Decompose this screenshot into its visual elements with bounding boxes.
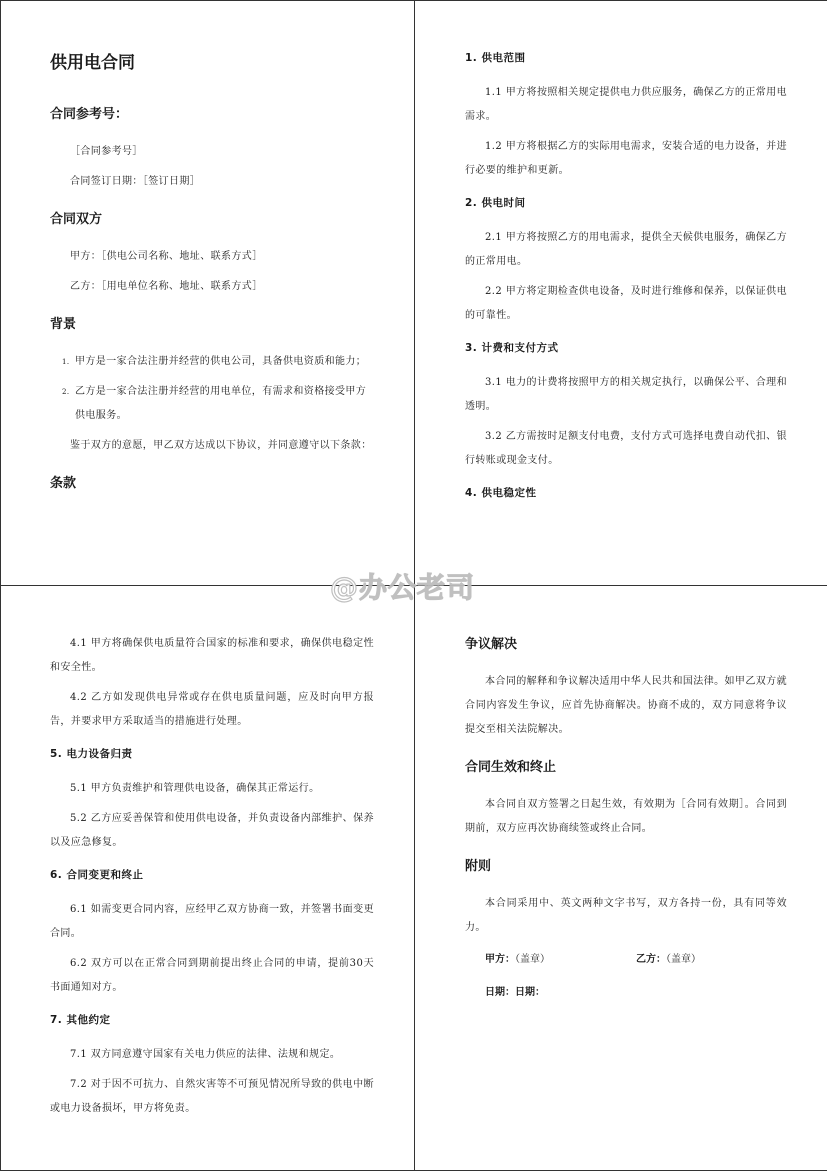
- clause-6-1: 6.1 如需变更合同内容，应经甲乙双方协商一致，并签署书面变更合同。: [50, 904, 374, 939]
- section-6-heading: 6. 合同变更和终止: [50, 869, 144, 881]
- dispute-heading: 争议解决: [465, 637, 518, 652]
- signature-b-label: 乙方：: [636, 954, 666, 965]
- document-title: 供用电合同: [50, 53, 135, 73]
- list-number: 2.: [62, 388, 70, 396]
- signature-party-a: [485, 950, 636, 965]
- date-line: [485, 983, 787, 998]
- signature-row: [485, 950, 787, 965]
- party-b: 乙方：［用电单位名称、地址、联系方式］: [70, 281, 263, 292]
- clause-4-1: 4.1 甲方将确保供电质量符合国家的标准和要求，确保供电稳定性和安全性。: [50, 638, 374, 673]
- clause-3-2: 3.2 乙方需按时足额支付电费，支付方式可选择电费自动代扣、银行转账或现金支付。: [465, 431, 787, 466]
- list-number: 1.: [62, 358, 70, 366]
- effect-text: 本合同自双方签署之日起生效，有效期为［合同有效期］。合同到期前，双方应再次协商续签或终止合同。: [465, 799, 787, 834]
- clause-1-1: 1.1 甲方将按照相关规定提供电力供应服务，确保乙方的正常用电需求。: [465, 87, 787, 122]
- background-heading: 背景: [50, 317, 77, 332]
- section-7-heading: 7. 其他约定: [50, 1014, 111, 1026]
- clause-2-2: 2.2 甲方将定期检查供电设备，及时进行维修和保养，以保证供电的可靠性。: [465, 286, 787, 321]
- section-2-heading: 2. 供电时间: [465, 197, 526, 209]
- clause-5-1: 5.1 甲方负责维护和管理供电设备，确保其正常运行。: [70, 783, 320, 794]
- background-item: [62, 350, 374, 374]
- terms-heading: 条款: [50, 476, 77, 491]
- signature-a-label: 甲方：: [485, 954, 515, 965]
- clause-7-2: 7.2 对于因不可抗力、自然灾害等不可预见情况所导致的供电中断或电力设备损坏，甲方将免责。: [50, 1079, 374, 1114]
- signature-b-value: （盖章）: [666, 954, 701, 965]
- page-3: [0, 586, 414, 1170]
- appendix-heading: 附则: [465, 859, 492, 874]
- clause-2-1: 2.1 甲方将按照乙方的用电需求，提供全天候供电服务，确保乙方的正常用电。: [465, 232, 787, 267]
- agreement-text: 鉴于双方的意愿，甲乙双方达成以下协议，并同意遵守以下条款：: [70, 440, 372, 451]
- signature-party-b: [636, 950, 787, 965]
- clause-7-1: 7.1 双方同意遵守国家有关电力供应的法律、法规和规定。: [70, 1049, 341, 1060]
- sign-date: 合同签订日期：［签订日期］: [70, 176, 201, 187]
- watermark-logo: @办公老司: [330, 571, 476, 604]
- appendix-text: 本合同采用中、英文两种文字书写，双方各持一份，具有同等效力。: [465, 898, 787, 933]
- background-item: [62, 380, 374, 428]
- signature-a-value: （盖章）: [515, 954, 550, 965]
- clause-6-2: 6.2 双方可以在正常合同到期前提出终止合同的申请，提前30天书面通知对方。: [50, 958, 374, 993]
- section-4-heading: 4. 供电稳定性: [465, 487, 537, 499]
- section-1-heading: 1. 供电范围: [465, 52, 526, 64]
- page-4: [415, 586, 827, 1170]
- ref-heading: 合同参考号：: [50, 107, 129, 122]
- section-3-heading: 3. 计费和支付方式: [465, 342, 559, 354]
- parties-heading: 合同双方: [50, 212, 103, 227]
- date-label: 日期：日期：: [485, 987, 545, 998]
- page-1: [0, 0, 414, 585]
- effect-heading: 合同生效和终止: [465, 760, 557, 775]
- list-text: 乙方是一家合法注册并经营的用电单位，有需求和资格接受甲方供电服务。: [75, 386, 367, 421]
- dispute-text: 本合同的解释和争议解决适用中华人民共和国法律。如甲乙双方就合同内容发生争议，应首先协商解决。协商不成的，双方同意将争议提交至相关法院解决。: [465, 676, 787, 735]
- ref-value: ［合同参考号］: [70, 146, 143, 157]
- list-text: 甲方是一家合法注册并经营的供电公司，具备供电资质和能力；: [75, 356, 367, 367]
- clause-1-2: 1.2 甲方将根据乙方的实际用电需求，安装合适的电力设备，并进行必要的维护和更新。: [465, 141, 787, 176]
- party-a: 甲方：［供电公司名称、地址、联系方式］: [70, 251, 263, 262]
- section-5-heading: 5. 电力设备归责: [50, 748, 133, 760]
- page-2: [415, 0, 827, 585]
- clause-4-2: 4.2 乙方如发现供电异常或存在供电质量问题，应及时向甲方报告，并要求甲方采取适当的措施进行处理。: [50, 692, 374, 727]
- clause-3-1: 3.1 电力的计费将按照甲方的相关规定执行，以确保公平、合理和透明。: [465, 377, 787, 412]
- clause-5-2: 5.2 乙方应妥善保管和使用供电设备，并负责设备内部维护、保养以及应急修复。: [50, 813, 374, 848]
